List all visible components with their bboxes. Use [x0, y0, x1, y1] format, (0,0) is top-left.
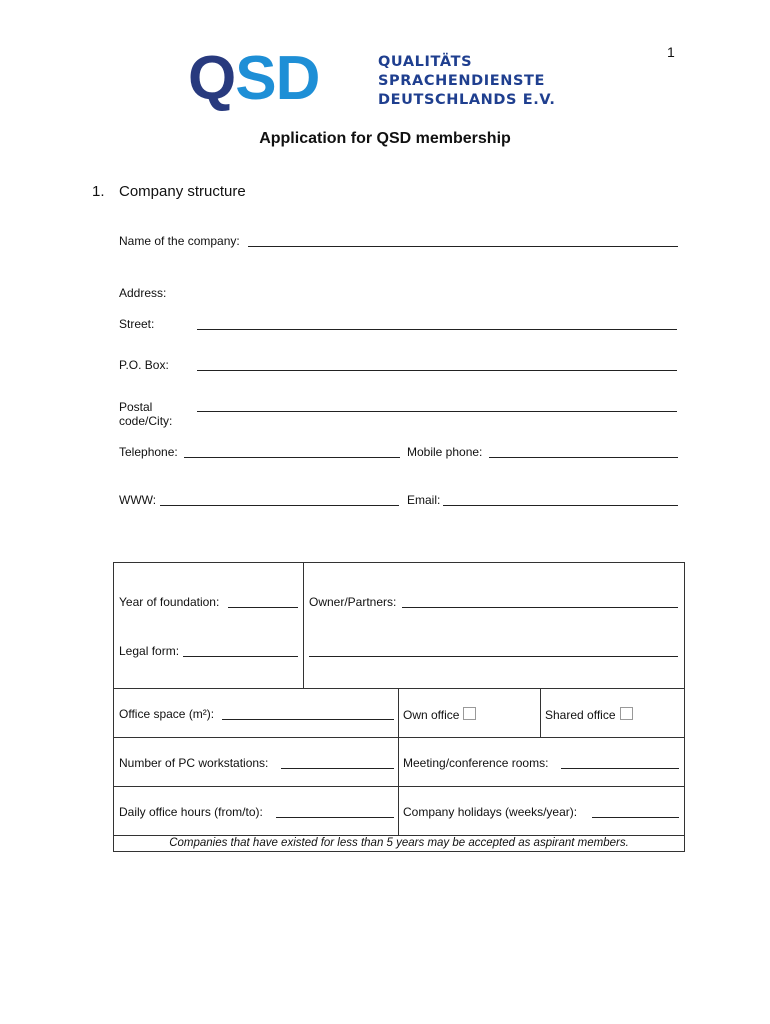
table-divider	[303, 563, 304, 688]
street-label: Street:	[119, 317, 155, 331]
table-divider	[114, 835, 684, 836]
shared-office-checkbox[interactable]	[620, 707, 633, 720]
document-title: Application for QSD membership	[259, 130, 511, 147]
own-office-label: Own office	[403, 708, 460, 722]
table-divider	[540, 688, 541, 737]
section-heading	[92, 183, 246, 200]
www-field[interactable]	[160, 505, 399, 506]
section-number: 1.	[92, 183, 105, 200]
own-office-option[interactable]	[403, 707, 476, 722]
aspirant-note: Companies that have existed for less than 5 years may be accepted as aspirant members.	[169, 837, 629, 849]
pc-workstations-label: Number of PC workstations:	[119, 756, 269, 770]
office-space-label: Office space (m²):	[119, 707, 215, 721]
email-field[interactable]	[443, 505, 678, 506]
office-space-field[interactable]	[222, 719, 394, 720]
telephone-label: Telephone:	[119, 445, 178, 459]
year-foundation-field[interactable]	[228, 607, 298, 608]
year-foundation-label: Year of foundation:	[119, 595, 220, 609]
mobile-label: Mobile phone:	[407, 445, 483, 459]
postal-code-field[interactable]	[197, 411, 677, 412]
pc-workstations-field[interactable]	[281, 768, 394, 769]
logo-text	[378, 53, 555, 110]
legal-form-label: Legal form:	[119, 644, 180, 658]
postal-code-label-line2: code/City:	[119, 414, 173, 428]
owner-partners-label: Owner/Partners:	[309, 595, 397, 609]
shared-office-label: Shared office	[545, 708, 616, 722]
email-label: Email:	[407, 493, 441, 507]
company-name-label: Name of the company:	[119, 234, 240, 248]
po-box-field[interactable]	[197, 370, 677, 371]
shared-office-option[interactable]	[545, 707, 633, 722]
po-box-label: P.O. Box:	[119, 358, 169, 372]
section-label: Company structure	[119, 183, 246, 200]
postal-code-label	[119, 400, 172, 428]
company-details-table	[113, 562, 685, 852]
logo-line-1: QUALITÄTS	[378, 54, 473, 70]
company-name-field[interactable]	[248, 246, 678, 247]
logo-line-2: SPRACHENDIENSTE	[378, 73, 545, 89]
postal-code-label-line1: Postal	[119, 400, 153, 414]
mobile-field[interactable]	[489, 457, 678, 458]
table-divider	[114, 737, 684, 738]
office-hours-field[interactable]	[276, 817, 394, 818]
qsd-logo	[188, 44, 568, 113]
company-holidays-field[interactable]	[592, 817, 679, 818]
address-label: Address:	[119, 286, 167, 300]
meeting-rooms-field[interactable]	[561, 768, 679, 769]
table-divider	[114, 688, 684, 689]
company-holidays-label: Company holidays (weeks/year):	[403, 805, 578, 819]
own-office-checkbox[interactable]	[463, 707, 476, 720]
logo-mark: QSD	[188, 44, 320, 113]
street-field[interactable]	[197, 329, 677, 330]
www-label: WWW:	[119, 493, 157, 507]
logo-line-3: DEUTSCHLANDS E.V.	[378, 92, 556, 108]
owner-partners-field[interactable]	[402, 607, 678, 608]
office-hours-label: Daily office hours (from/to):	[119, 805, 263, 819]
legal-form-field[interactable]	[183, 656, 298, 657]
table-divider	[114, 786, 684, 787]
table-divider	[398, 688, 399, 835]
meeting-rooms-label: Meeting/conference rooms:	[403, 756, 549, 770]
page-number: 1	[667, 44, 675, 60]
telephone-field[interactable]	[184, 457, 400, 458]
owner-partners-field-2[interactable]	[309, 656, 678, 657]
